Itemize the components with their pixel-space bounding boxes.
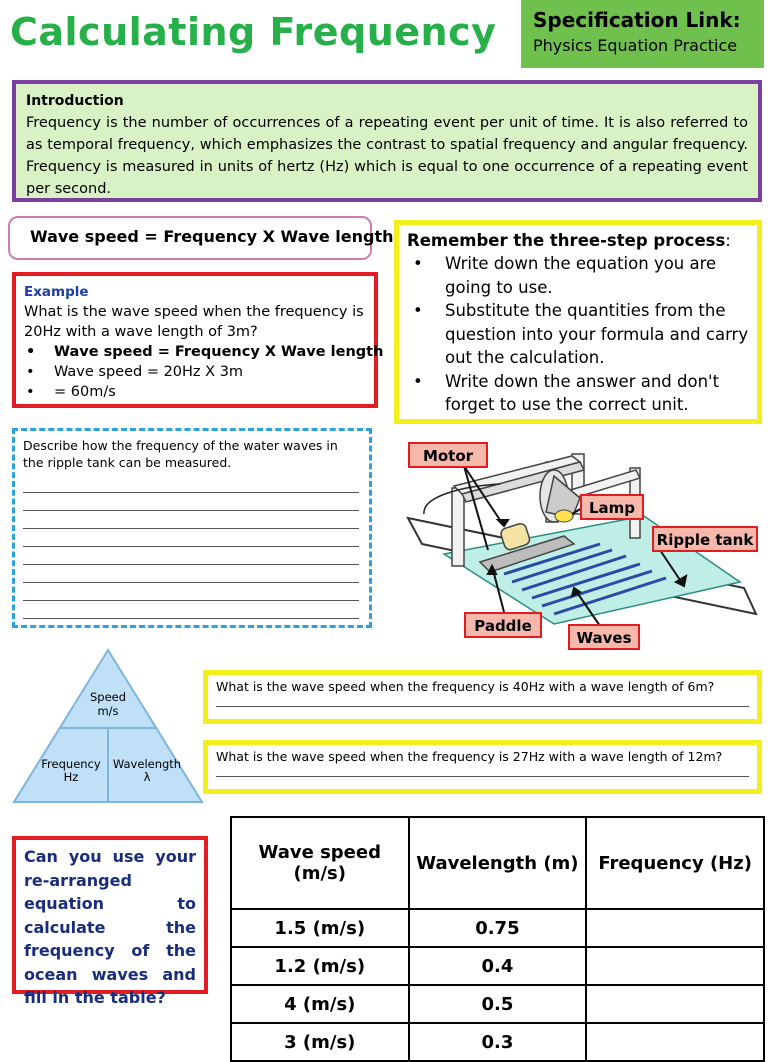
frequency-answer-cell[interactable] xyxy=(586,947,764,985)
table-cell: 0.75 xyxy=(409,909,587,947)
example-box xyxy=(12,272,384,408)
ripple-tank-label: Ripple tank xyxy=(652,526,758,552)
table-cell: 0.4 xyxy=(409,947,587,985)
column-header: Wavelength (m) xyxy=(409,817,587,909)
wave-table xyxy=(230,816,765,1062)
example-steps xyxy=(24,342,384,402)
introduction-box xyxy=(12,80,762,202)
answer-line[interactable] xyxy=(23,529,359,547)
question-box-1 xyxy=(203,670,762,724)
triangle-frequency: Frequency Hz xyxy=(41,757,101,784)
table-row xyxy=(231,985,764,1023)
intro-heading: Introduction xyxy=(26,93,124,109)
question-text: What is the wave speed when the frequency is 27Hz with a wave length of 12m? xyxy=(216,749,723,764)
ripple-tank-diagram xyxy=(404,436,764,650)
triangle-speed: Speed m/s xyxy=(89,690,127,718)
example-step: • Wave speed = Frequency X Wave length xyxy=(24,342,366,362)
rearrange-prompt-box: Can you use your re-arranged equation to calculate the frequency of the ocean waves and fill in the table? xyxy=(12,836,208,994)
spec-heading: Specification Link: xyxy=(533,8,741,32)
waves-label: Waves xyxy=(568,624,640,650)
frequency-answer-cell[interactable] xyxy=(586,1023,764,1061)
spec-subtitle: Physics Equation Practice xyxy=(533,36,738,55)
answer-line[interactable] xyxy=(23,475,359,493)
step-item: • Substitute the quantities from the question into your formula and carry out the calculation. xyxy=(407,299,749,370)
frequency-answer-cell[interactable] xyxy=(586,909,764,947)
frequency-answer-cell[interactable] xyxy=(586,985,764,1023)
page-title: Calculating Frequency xyxy=(10,10,497,54)
table-cell: 1.2 (m/s) xyxy=(231,947,409,985)
describe-question-box xyxy=(12,428,372,628)
triangle-wavelength: Wavelength λ xyxy=(112,757,182,784)
column-header: Frequency (Hz) xyxy=(586,817,764,909)
example-heading: Example xyxy=(24,284,89,300)
table-row xyxy=(231,947,764,985)
table-cell: 3 (m/s) xyxy=(231,1023,409,1061)
step-list xyxy=(407,252,749,417)
paddle-label: Paddle xyxy=(464,612,542,638)
three-step-process-box xyxy=(394,220,762,424)
answer-line[interactable] xyxy=(23,601,359,619)
question-box-2 xyxy=(203,740,762,794)
table-cell: 1.5 (m/s) xyxy=(231,909,409,947)
column-header: Wave speed (m/s) xyxy=(231,817,409,909)
question-text: What is the wave speed when the frequency is 40Hz with a wave length of 6m? xyxy=(216,679,715,694)
remember-heading: Remember the three-step process: xyxy=(407,231,731,250)
step-item: • Write down the equation you are going to use. xyxy=(407,252,749,299)
table-cell: 0.3 xyxy=(409,1023,587,1061)
formula-triangle xyxy=(12,648,204,806)
step-item: • Write down the answer and don't forget to use the correct unit. xyxy=(407,370,749,417)
table-row xyxy=(231,1023,764,1061)
answer-line[interactable] xyxy=(23,583,359,601)
table-header-row xyxy=(231,817,764,909)
answer-line[interactable] xyxy=(23,565,359,583)
table-row xyxy=(231,909,764,947)
equation-box: Wave speed = Frequency X Wave length xyxy=(8,216,372,260)
specification-link-box xyxy=(521,0,764,68)
answer-line[interactable] xyxy=(23,547,359,565)
motor-label: Motor xyxy=(408,442,488,468)
answer-line[interactable] xyxy=(216,766,749,777)
table-cell: 0.5 xyxy=(409,985,587,1023)
example-step: • Wave speed = 20Hz X 3m xyxy=(24,362,366,382)
intro-text: Frequency is the number of occurrences of a repeating event per unit of time. It is also referred to as temporal frequency, which emphasizes the contrast to spatial frequency and angular frequency. Frequency is measured in units of hertz (Hz) which is equal to one occurrence of a repeating event per second. xyxy=(26,115,748,197)
example-question: What is the wave speed when the frequency is 20Hz with a wave length of 3m? xyxy=(24,304,364,340)
answer-line[interactable] xyxy=(23,511,359,529)
example-step: • = 60m/s xyxy=(24,382,366,402)
describe-question: Describe how the frequency of the water waves in the ripple tank can be measured. xyxy=(23,438,338,470)
lamp-label: Lamp xyxy=(580,494,644,520)
table-cell: 4 (m/s) xyxy=(231,985,409,1023)
answer-line[interactable] xyxy=(23,493,359,511)
answer-line[interactable] xyxy=(216,696,749,707)
